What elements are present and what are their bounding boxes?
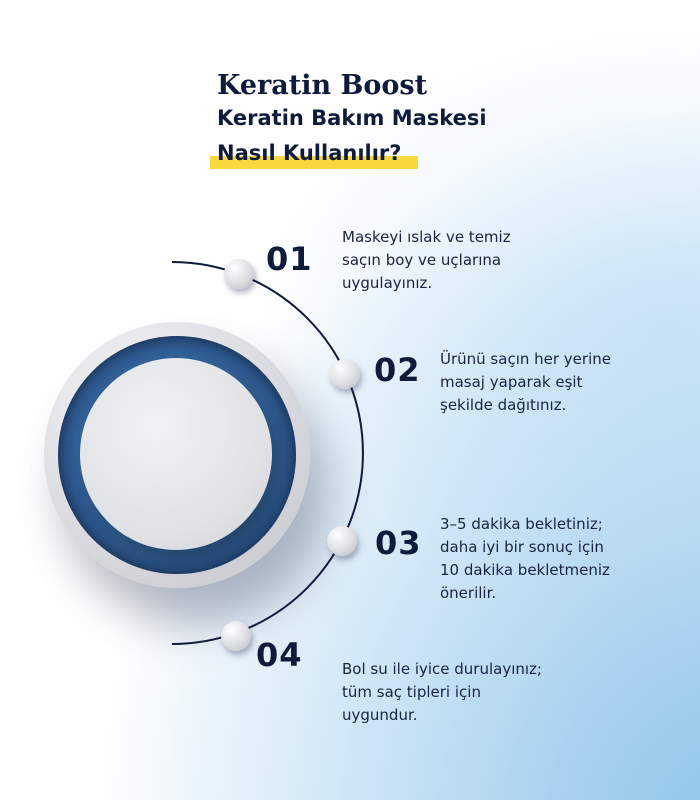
step-marker-4 [221, 621, 251, 651]
step-number-4: 04 [256, 636, 303, 674]
step-number-3: 03 [375, 524, 422, 562]
step-number-1: 01 [266, 240, 313, 278]
step-marker-3 [327, 526, 357, 556]
step-text-1: Maskeyi ıslak ve temiz saçın boy ve uçlarına uygulayınız. [342, 228, 511, 292]
step-marker-2 [330, 359, 360, 389]
step-text-4: Bol su ile iyice durulayınız; tüm saç tipleri için uygundur. [342, 660, 542, 724]
how-to-title: Nasıl Kullanılır? [217, 141, 402, 165]
step-marker-1 [224, 259, 254, 289]
step-text-3: 3–5 dakika bekletiniz; daha iyi bir sonuç için 10 dakika bekletmeniz önerilir. [440, 515, 610, 602]
brand-title: Keratin Boost [217, 70, 428, 101]
step-number-2: 02 [374, 351, 421, 389]
product-title: Keratin Bakım Maskesi [217, 106, 487, 130]
inner-disc [80, 358, 272, 550]
step-text-2: Ürünü saçın her yerine masaj yaparak eşit şekilde dağıtınız. [440, 350, 611, 414]
